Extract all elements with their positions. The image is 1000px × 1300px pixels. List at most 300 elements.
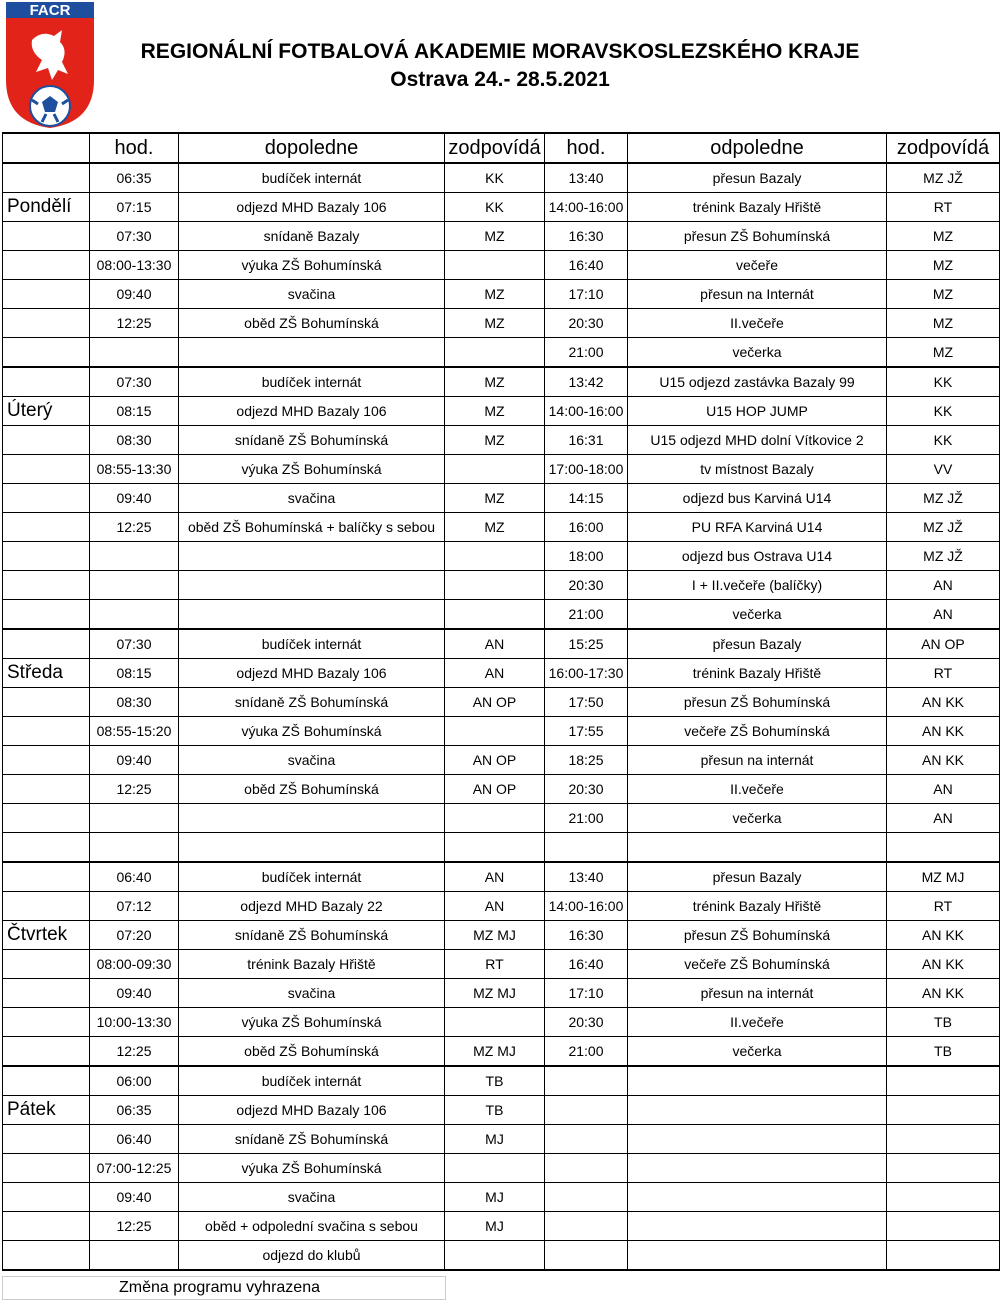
day-label — [3, 1037, 90, 1067]
activity-pm: přesun Bazaly — [628, 862, 887, 892]
day-label — [3, 542, 90, 571]
time-pm: 14:15 — [545, 484, 628, 513]
responsible-pm: AN KK — [887, 979, 1000, 1008]
time-pm — [545, 1183, 628, 1212]
activity-pm: večerka — [628, 804, 887, 833]
time-am: 12:25 — [90, 1037, 179, 1067]
responsible-am: MJ — [445, 1212, 545, 1241]
table-row — [3, 367, 1000, 397]
activity-am: snídaně ZŠ Bohumínská — [179, 921, 445, 950]
time-pm: 14:00-16:00 — [545, 397, 628, 426]
responsible-am: MZ — [445, 484, 545, 513]
table-row — [3, 1008, 1000, 1037]
time-am: 06:40 — [90, 1125, 179, 1154]
responsible-pm: MZ JŽ — [887, 163, 1000, 193]
day-label: Úterý — [3, 397, 90, 426]
activity-am: oběd + odpolední svačina s sebou — [179, 1212, 445, 1241]
time-pm — [545, 1096, 628, 1125]
activity-pm: večeře ZŠ Bohumínská — [628, 717, 887, 746]
responsible-pm — [887, 1241, 1000, 1271]
time-am — [90, 571, 179, 600]
activity-am: odjezd MHD Bazaly 106 — [179, 1096, 445, 1125]
day-label — [3, 251, 90, 280]
responsible-am — [445, 833, 545, 863]
time-pm: 16:00 — [545, 513, 628, 542]
table-row — [3, 338, 1000, 368]
activity-am: výuka ZŠ Bohumínská — [179, 1154, 445, 1183]
time-am: 07:30 — [90, 222, 179, 251]
time-pm: 20:30 — [545, 309, 628, 338]
responsible-pm — [887, 833, 1000, 863]
time-pm: 14:00-16:00 — [545, 193, 628, 222]
time-am: 08:55-13:30 — [90, 455, 179, 484]
day-label — [3, 426, 90, 455]
responsible-am: MZ MJ — [445, 1037, 545, 1067]
time-am: 12:25 — [90, 513, 179, 542]
time-am: 10:00-13:30 — [90, 1008, 179, 1037]
day-label: Středa — [3, 659, 90, 688]
responsible-pm: MZ JŽ — [887, 513, 1000, 542]
day-label — [3, 338, 90, 368]
activity-pm: přesun na internát — [628, 979, 887, 1008]
responsible-am — [445, 1008, 545, 1037]
time-am: 08:55-15:20 — [90, 717, 179, 746]
day-label — [3, 309, 90, 338]
activity-am: budíček internát — [179, 629, 445, 659]
activity-am — [179, 338, 445, 368]
day-label — [3, 1183, 90, 1212]
table-row — [3, 892, 1000, 921]
table-row — [3, 1066, 1000, 1096]
time-pm: 17:10 — [545, 280, 628, 309]
table-row — [3, 222, 1000, 251]
page-title: REGIONÁLNÍ FOTBALOVÁ AKADEMIE MORAVSKOSLEZSKÉHO KRAJE — [140, 40, 860, 63]
day-label — [3, 862, 90, 892]
day-label — [3, 1066, 90, 1096]
time-am — [90, 542, 179, 571]
activity-am: trénink Bazaly Hřiště — [179, 950, 445, 979]
time-pm: 20:30 — [545, 1008, 628, 1037]
page-subtitle: Ostrava 24.- 28.5.2021 — [390, 68, 610, 91]
table-row — [3, 804, 1000, 833]
activity-am: snídaně ZŠ Bohumínská — [179, 688, 445, 717]
table-row — [3, 484, 1000, 513]
activity-pm: U15 HOP JUMP — [628, 397, 887, 426]
footer-note-box — [2, 1276, 446, 1300]
day-label — [3, 629, 90, 659]
responsible-am — [445, 251, 545, 280]
responsible-pm: AN KK — [887, 717, 1000, 746]
time-pm: 16:40 — [545, 950, 628, 979]
responsible-pm: MZ — [887, 251, 1000, 280]
time-pm: 13:40 — [545, 163, 628, 193]
day-label — [3, 804, 90, 833]
time-am: 09:40 — [90, 1183, 179, 1212]
responsible-pm — [887, 1154, 1000, 1183]
activity-am: snídaně ZŠ Bohumínská — [179, 1125, 445, 1154]
day-label — [3, 163, 90, 193]
responsible-pm: TB — [887, 1037, 1000, 1067]
responsible-pm: AN — [887, 804, 1000, 833]
time-pm: 14:00-16:00 — [545, 892, 628, 921]
activity-pm: U15 odjezd MHD dolní Vítkovice 2 — [628, 426, 887, 455]
table-row — [3, 542, 1000, 571]
time-am: 09:40 — [90, 484, 179, 513]
responsible-pm: AN — [887, 571, 1000, 600]
time-am: 06:35 — [90, 163, 179, 193]
responsible-pm — [887, 1212, 1000, 1241]
table-row — [3, 455, 1000, 484]
time-pm: 13:40 — [545, 862, 628, 892]
activity-pm: I + II.večeře (balíčky) — [628, 571, 887, 600]
responsible-pm: RT — [887, 659, 1000, 688]
day-label — [3, 280, 90, 309]
activity-pm: II.večeře — [628, 1008, 887, 1037]
activity-am: svačina — [179, 1183, 445, 1212]
day-label — [3, 950, 90, 979]
responsible-pm: KK — [887, 397, 1000, 426]
activity-am: oběd ZŠ Bohumínská — [179, 309, 445, 338]
time-am: 06:40 — [90, 862, 179, 892]
responsible-am: AN — [445, 862, 545, 892]
responsible-pm: AN KK — [887, 746, 1000, 775]
time-pm: 16:30 — [545, 921, 628, 950]
responsible-pm: AN KK — [887, 688, 1000, 717]
time-pm — [545, 1066, 628, 1096]
table-row — [3, 717, 1000, 746]
activity-am — [179, 600, 445, 630]
table-row — [3, 1212, 1000, 1241]
time-am: 07:30 — [90, 367, 179, 397]
time-pm — [545, 1212, 628, 1241]
activity-pm: II.večeře — [628, 309, 887, 338]
time-pm: 16:31 — [545, 426, 628, 455]
activity-pm: přesun ZŠ Bohumínská — [628, 921, 887, 950]
time-pm: 21:00 — [545, 804, 628, 833]
responsible-am — [445, 1154, 545, 1183]
activity-am: odjezd MHD Bazaly 106 — [179, 659, 445, 688]
footer-note: Změna programu vyhrazena — [119, 1279, 320, 1296]
time-am: 08:15 — [90, 397, 179, 426]
activity-am — [179, 833, 445, 863]
time-pm: 16:30 — [545, 222, 628, 251]
responsible-pm: AN KK — [887, 921, 1000, 950]
time-am: 07:15 — [90, 193, 179, 222]
day-label — [3, 1241, 90, 1271]
header-cell: hod. — [545, 133, 628, 163]
table-row — [3, 280, 1000, 309]
day-label — [3, 833, 90, 863]
time-am — [90, 804, 179, 833]
table-row — [3, 600, 1000, 630]
day-label — [3, 600, 90, 630]
activity-am: odjezd MHD Bazaly 22 — [179, 892, 445, 921]
activity-am: budíček internát — [179, 163, 445, 193]
time-pm: 17:10 — [545, 979, 628, 1008]
header-cell: hod. — [90, 133, 179, 163]
time-pm: 21:00 — [545, 1037, 628, 1067]
activity-am — [179, 571, 445, 600]
time-am: 07:12 — [90, 892, 179, 921]
responsible-am — [445, 542, 545, 571]
time-pm: 21:00 — [545, 600, 628, 630]
time-am: 06:35 — [90, 1096, 179, 1125]
time-pm: 20:30 — [545, 571, 628, 600]
responsible-am: TB — [445, 1096, 545, 1125]
activity-pm — [628, 1183, 887, 1212]
responsible-am — [445, 717, 545, 746]
activity-am: snídaně Bazaly — [179, 222, 445, 251]
activity-pm: večeře — [628, 251, 887, 280]
day-label — [3, 367, 90, 397]
activity-pm: večeře ZŠ Bohumínská — [628, 950, 887, 979]
responsible-am: AN — [445, 659, 545, 688]
time-pm: 21:00 — [545, 338, 628, 368]
responsible-am: MZ — [445, 222, 545, 251]
time-am — [90, 338, 179, 368]
responsible-am: AN OP — [445, 746, 545, 775]
responsible-am — [445, 571, 545, 600]
time-pm: 18:25 — [545, 746, 628, 775]
activity-am: oběd ZŠ Bohumínská — [179, 1037, 445, 1067]
activity-am: oběd ZŠ Bohumínská — [179, 775, 445, 804]
table-row — [3, 1096, 1000, 1125]
time-pm: 16:40 — [545, 251, 628, 280]
responsible-am: MZ — [445, 309, 545, 338]
responsible-pm: KK — [887, 367, 1000, 397]
header-cell: odpoledne — [628, 133, 887, 163]
day-label — [3, 513, 90, 542]
time-pm — [545, 1154, 628, 1183]
day-label — [3, 1008, 90, 1037]
activity-pm — [628, 1212, 887, 1241]
responsible-pm: KK — [887, 426, 1000, 455]
time-pm — [545, 833, 628, 863]
table-row — [3, 426, 1000, 455]
activity-am: oběd ZŠ Bohumínská + balíčky s sebou — [179, 513, 445, 542]
activity-am: odjezd MHD Bazaly 106 — [179, 193, 445, 222]
activity-pm — [628, 1241, 887, 1271]
day-label — [3, 571, 90, 600]
table-row — [3, 629, 1000, 659]
responsible-am: MZ — [445, 513, 545, 542]
time-pm: 15:25 — [545, 629, 628, 659]
activity-pm: přesun na internát — [628, 746, 887, 775]
activity-am: svačina — [179, 484, 445, 513]
time-am: 08:15 — [90, 659, 179, 688]
activity-am: odjezd do klubů — [179, 1241, 445, 1271]
responsible-am: KK — [445, 163, 545, 193]
table-row — [3, 950, 1000, 979]
activity-pm: II.večeře — [628, 775, 887, 804]
activity-am: svačina — [179, 280, 445, 309]
logo-text: FACR — [29, 2, 71, 19]
table-row — [3, 1125, 1000, 1154]
day-label: Čtvrtek — [3, 921, 90, 950]
table-row — [3, 921, 1000, 950]
table-row — [3, 163, 1000, 193]
responsible-pm: AN OP — [887, 629, 1000, 659]
responsible-pm — [887, 1066, 1000, 1096]
activity-am: odjezd MHD Bazaly 106 — [179, 397, 445, 426]
table-row — [3, 862, 1000, 892]
activity-pm: odjezd bus Ostrava U14 — [628, 542, 887, 571]
activity-am: svačina — [179, 746, 445, 775]
time-pm: 13:42 — [545, 367, 628, 397]
time-am: 09:40 — [90, 746, 179, 775]
responsible-am: AN OP — [445, 688, 545, 717]
activity-am — [179, 542, 445, 571]
day-label — [3, 1125, 90, 1154]
day-label — [3, 717, 90, 746]
time-am — [90, 833, 179, 863]
responsible-pm — [887, 1096, 1000, 1125]
responsible-am — [445, 804, 545, 833]
table-row — [3, 833, 1000, 863]
activity-pm — [628, 833, 887, 863]
time-am: 12:25 — [90, 309, 179, 338]
responsible-pm: MZ — [887, 280, 1000, 309]
activity-pm: odjezd bus Karviná U14 — [628, 484, 887, 513]
table-row — [3, 775, 1000, 804]
responsible-pm: VV — [887, 455, 1000, 484]
table-row — [3, 659, 1000, 688]
responsible-pm: MZ JŽ — [887, 484, 1000, 513]
responsible-am: MZ MJ — [445, 979, 545, 1008]
table-row — [3, 746, 1000, 775]
schedule-body — [3, 163, 1000, 1270]
day-label — [3, 892, 90, 921]
time-pm: 18:00 — [545, 542, 628, 571]
activity-pm — [628, 1096, 887, 1125]
table-row — [3, 571, 1000, 600]
responsible-am — [445, 1241, 545, 1271]
responsible-pm — [887, 1125, 1000, 1154]
time-pm — [545, 1125, 628, 1154]
day-label — [3, 775, 90, 804]
responsible-am: MZ — [445, 397, 545, 426]
responsible-am: TB — [445, 1066, 545, 1096]
responsible-am: AN — [445, 629, 545, 659]
time-am: 08:30 — [90, 426, 179, 455]
time-am: 12:25 — [90, 1212, 179, 1241]
time-pm: 20:30 — [545, 775, 628, 804]
header-cell: dopoledne — [179, 133, 445, 163]
time-pm: 17:00-18:00 — [545, 455, 628, 484]
activity-pm: přesun ZŠ Bohumínská — [628, 688, 887, 717]
table-header-row — [3, 133, 1000, 163]
activity-pm: přesun Bazaly — [628, 629, 887, 659]
table-row — [3, 513, 1000, 542]
responsible-pm: MZ JŽ — [887, 542, 1000, 571]
responsible-am: AN — [445, 892, 545, 921]
activity-pm: U15 odjezd zastávka Bazaly 99 — [628, 367, 887, 397]
activity-am: budíček internát — [179, 367, 445, 397]
activity-pm — [628, 1066, 887, 1096]
time-am: 08:00-13:30 — [90, 251, 179, 280]
time-am — [90, 600, 179, 630]
day-label — [3, 455, 90, 484]
time-am: 06:00 — [90, 1066, 179, 1096]
responsible-am: MZ — [445, 426, 545, 455]
responsible-am: MJ — [445, 1125, 545, 1154]
time-am — [90, 1241, 179, 1271]
day-label: Pátek — [3, 1096, 90, 1125]
header-cell: zodpovídá — [887, 133, 1000, 163]
time-pm: 17:50 — [545, 688, 628, 717]
time-am: 08:30 — [90, 688, 179, 717]
table-row — [3, 1183, 1000, 1212]
activity-pm: přesun na Internát — [628, 280, 887, 309]
activity-pm: večerka — [628, 600, 887, 630]
responsible-pm: TB — [887, 1008, 1000, 1037]
table-row — [3, 397, 1000, 426]
activity-pm: trénink Bazaly Hřiště — [628, 892, 887, 921]
activity-am: výuka ZŠ Bohumínská — [179, 251, 445, 280]
responsible-am: AN OP — [445, 775, 545, 804]
activity-am: snídaně ZŠ Bohumínská — [179, 426, 445, 455]
table-row — [3, 193, 1000, 222]
responsible-am: RT — [445, 950, 545, 979]
day-label — [3, 484, 90, 513]
responsible-pm — [887, 1183, 1000, 1212]
activity-pm: večerka — [628, 338, 887, 368]
time-am: 07:20 — [90, 921, 179, 950]
activity-am: budíček internát — [179, 862, 445, 892]
responsible-am: MZ — [445, 367, 545, 397]
activity-pm: přesun ZŠ Bohumínská — [628, 222, 887, 251]
time-am: 07:00-12:25 — [90, 1154, 179, 1183]
table-row — [3, 1241, 1000, 1271]
responsible-pm: AN — [887, 600, 1000, 630]
responsible-am: KK — [445, 193, 545, 222]
responsible-pm: MZ — [887, 222, 1000, 251]
responsible-am — [445, 455, 545, 484]
activity-pm: večerka — [628, 1037, 887, 1067]
header-cell: zodpovídá — [445, 133, 545, 163]
responsible-pm: AN — [887, 775, 1000, 804]
responsible-pm: MZ — [887, 309, 1000, 338]
table-row — [3, 1154, 1000, 1183]
schedule-table — [2, 132, 1000, 1271]
day-label — [3, 746, 90, 775]
time-am: 08:00-09:30 — [90, 950, 179, 979]
activity-pm — [628, 1154, 887, 1183]
activity-pm: přesun Bazaly — [628, 163, 887, 193]
day-label — [3, 688, 90, 717]
table-row — [3, 309, 1000, 338]
day-label — [3, 222, 90, 251]
time-pm: 16:00-17:30 — [545, 659, 628, 688]
day-label — [3, 1154, 90, 1183]
responsible-am: MZ — [445, 280, 545, 309]
activity-pm: trénink Bazaly Hřiště — [628, 659, 887, 688]
responsible-am — [445, 338, 545, 368]
activity-pm — [628, 1125, 887, 1154]
responsible-pm: AN KK — [887, 950, 1000, 979]
activity-pm: tv místnost Bazaly — [628, 455, 887, 484]
responsible-am — [445, 600, 545, 630]
responsible-am: MZ MJ — [445, 921, 545, 950]
time-am: 09:40 — [90, 979, 179, 1008]
responsible-pm: MZ MJ — [887, 862, 1000, 892]
table-row — [3, 251, 1000, 280]
facr-logo — [2, 0, 98, 130]
activity-am — [179, 804, 445, 833]
time-pm: 17:55 — [545, 717, 628, 746]
header-day — [3, 133, 90, 163]
responsible-pm: MZ — [887, 338, 1000, 368]
